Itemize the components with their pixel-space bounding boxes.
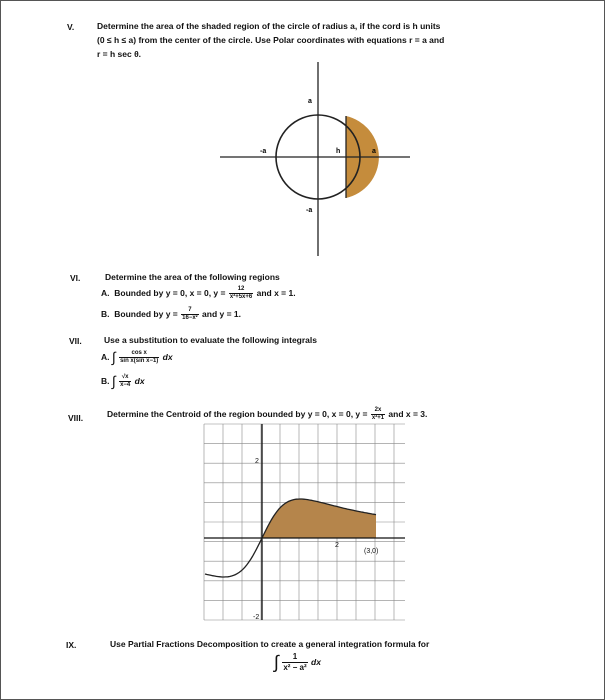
- problem-vii-b-label: B.: [101, 375, 110, 386]
- frac-den: x²+1: [371, 415, 385, 421]
- problem-vi-b: [101, 307, 241, 322]
- label-a-right: a: [372, 148, 376, 155]
- problem-vi-a-fraction: [229, 286, 253, 301]
- problem-vi-number: VI.: [70, 273, 81, 283]
- integral-sign: ∫: [111, 373, 116, 389]
- problem-vii-intro: Use a substitution to evaluate the following integrals: [104, 335, 317, 345]
- label-h: h: [336, 148, 341, 155]
- problem-vi-a: [101, 286, 296, 301]
- point-label: (3,0): [364, 548, 379, 555]
- frac-den: sin x(sin x−1): [120, 358, 159, 364]
- problem-ix-integral: [274, 652, 321, 673]
- frac-den: x² − a²: [283, 663, 307, 672]
- problem-v-line1: Determine the area of the shaded region of the circle of radius a, if the cord is h units: [97, 21, 441, 31]
- problem-viii-pre: Determine the Centroid of the region bounded by y = 0, x = 0, y =: [107, 408, 368, 419]
- frac-num: 1: [282, 652, 307, 663]
- label-a-top: a: [308, 98, 312, 105]
- problem-v-figure: [220, 60, 420, 260]
- frac-den: 16−x²: [182, 315, 198, 321]
- frac-den: x²+5x+6: [229, 294, 253, 300]
- problem-vii-b-fraction: [119, 374, 131, 389]
- problem-vi-a-label: A.: [101, 287, 110, 298]
- frac-num: √x: [119, 374, 131, 382]
- problem-ix-text: Use Partial Fractions Decomposition to create a general integration formula for: [110, 639, 430, 649]
- problem-v-line3: r = h sec θ.: [97, 49, 142, 59]
- problem-ix-dx: dx: [311, 656, 321, 667]
- frac-den: x−4: [120, 382, 131, 388]
- problem-vii-b: [101, 374, 145, 389]
- problem-vii-a-label: A.: [101, 351, 110, 362]
- frac-num: 2x: [371, 407, 385, 415]
- problem-vii-number: VII.: [69, 336, 82, 346]
- problem-vi-b-fraction: [181, 307, 199, 322]
- problem-vii-a-fraction: [119, 350, 159, 365]
- label-a-left: -a: [260, 148, 267, 155]
- problem-v-number: V.: [67, 22, 75, 32]
- integral-sign: ∫: [111, 349, 116, 365]
- frac-num: 12: [229, 286, 253, 294]
- x-tick-label: 2: [335, 542, 339, 549]
- y-tick-label-bottom: -2: [253, 614, 260, 621]
- problem-vii-a: [101, 350, 173, 365]
- y-tick-label-top: 2: [255, 458, 259, 465]
- problem-v-line2: (0 ≤ h ≤ a) from the center of the circle. Use Polar coordinates with equations r = a and: [97, 35, 445, 45]
- problem-vi-b-pre: Bounded by y =: [114, 308, 178, 319]
- problem-vi-b-label: B.: [101, 308, 110, 319]
- problem-viii-graph: [200, 420, 410, 625]
- frac-num: cos x: [119, 350, 159, 358]
- problem-vi-b-post: and y = 1.: [202, 308, 242, 319]
- problem-ix-fraction: [282, 652, 307, 673]
- problem-vi-a-pre: Bounded by y = 0, x = 0, y =: [114, 287, 226, 298]
- problem-vi-a-post: and x = 1.: [256, 287, 296, 298]
- label-a-bottom: -a: [306, 207, 313, 214]
- problem-viii-number: VIII.: [68, 413, 84, 423]
- problem-vii-b-dx: dx: [134, 375, 145, 386]
- integral-sign: ∫: [274, 652, 279, 672]
- shaded-region: [262, 499, 376, 538]
- problem-vi-intro: Determine the area of the following regions: [105, 272, 280, 282]
- problem-ix-number: IX.: [66, 640, 77, 650]
- problem-vii-a-dx: dx: [162, 351, 173, 362]
- frac-num: 7: [181, 307, 199, 315]
- problem-viii-post: and x = 3.: [388, 408, 428, 419]
